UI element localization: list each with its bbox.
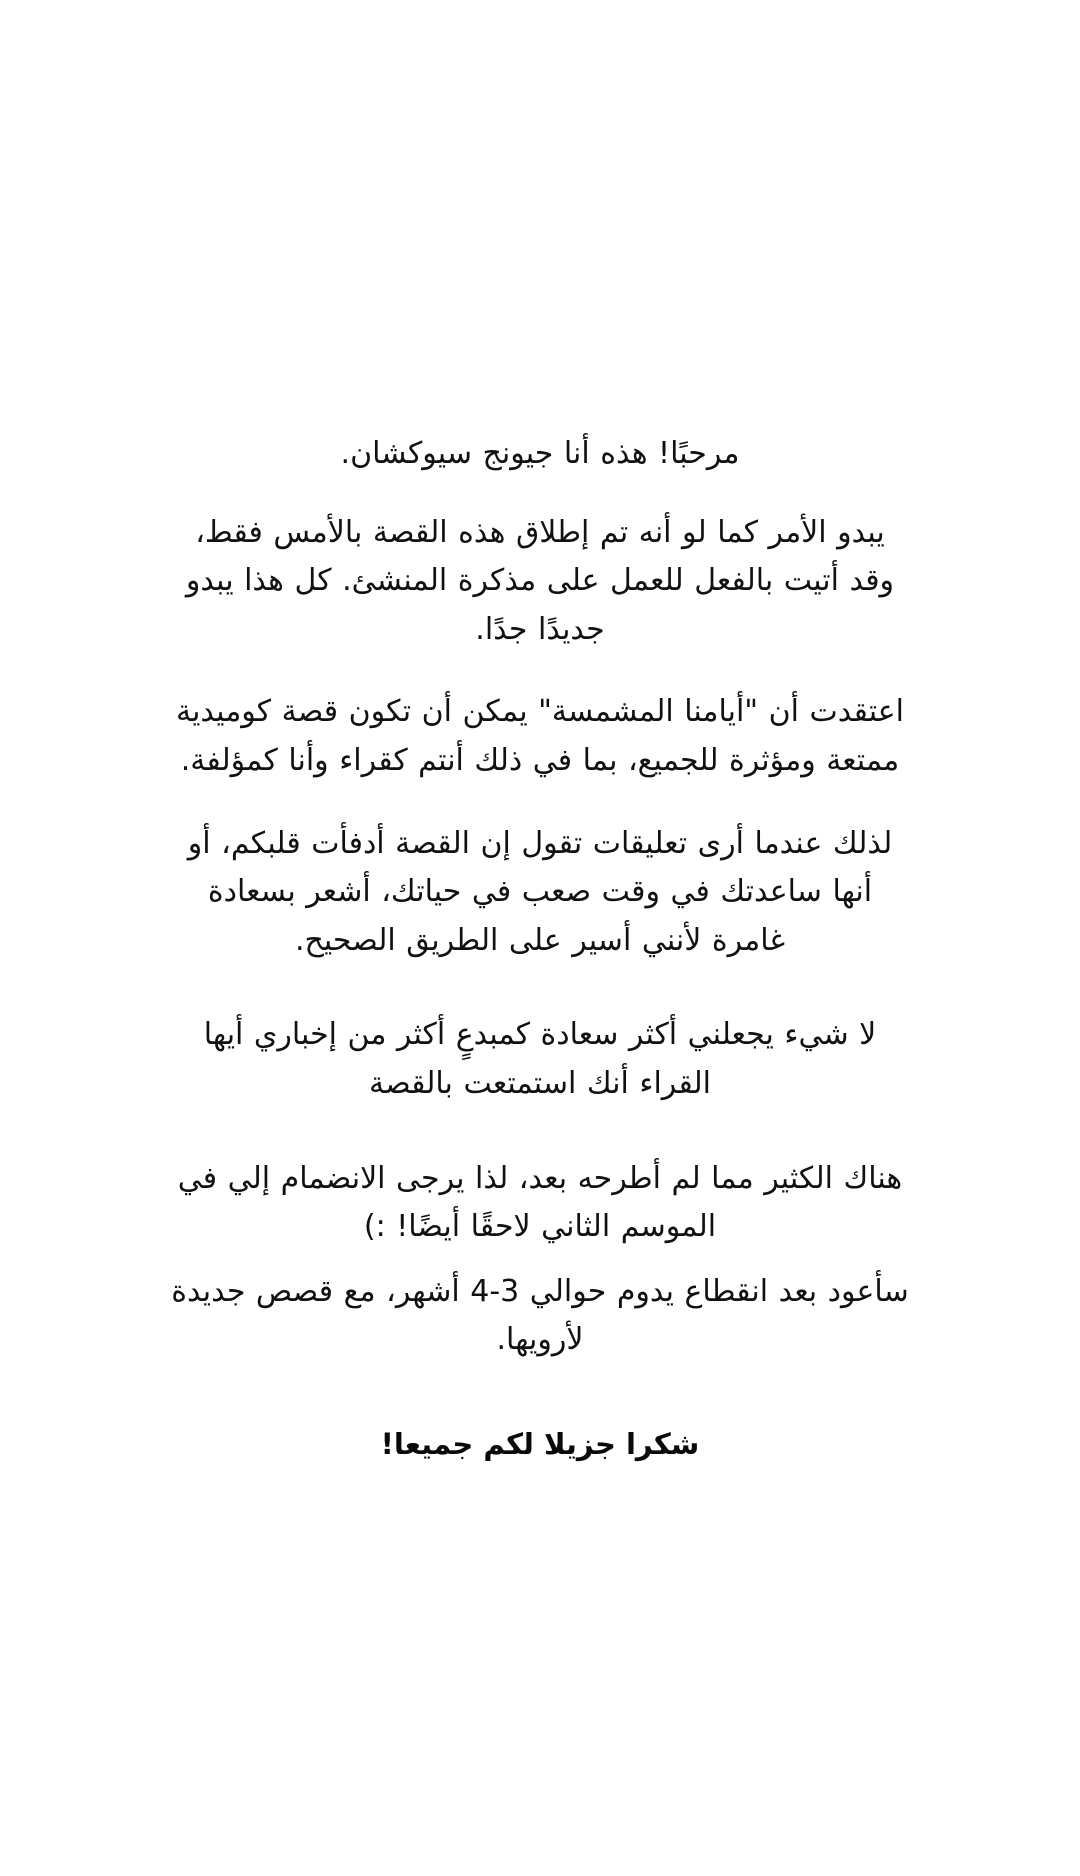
paragraph-6: سأعود بعد انقطاع يدوم حوالي 3-4 أشهر، مع قصص جديدة لأرويها. <box>171 1273 909 1358</box>
paragraph-1: يبدو الأمر كما لو أنه تم إطلاق هذه القصة بالأمس فقط، وقد أتيت بالفعل للعمل على مذكرة المنشئ. كل هذا يبدو جديدًا جدًا. <box>185 514 895 647</box>
paragraph-2: اعتقدت أن "أيامنا المشمسة" يمكن أن تكون قصة كوميدية ممتعة ومؤثرة للجميع، بما في ذلك أنتم كقراء وأنا كمؤلفة. <box>176 694 904 778</box>
note-body <box>0 430 1080 1490</box>
closing-thanks: شكرا جزيلا لكم جميعا! <box>380 1426 700 1461</box>
paragraph-3: لذلك عندما أرى تعليقات تقول إن القصة أدفأت قلبكم، أو أنها ساعدتك في وقت صعب في حياتك، أشعر بسعادة غامرة لأنني أسير على الطريق الصحيح. <box>187 825 893 958</box>
paragraph-greeting: مرحبًا! هذه أنا جيونج سيوكشان. <box>340 436 740 471</box>
paragraph-5: هناك الكثير مما لم أطرحه بعد، لذا يرجى الانضمام إلي في الموسم الثاني لاحقًا أيضًا! :) <box>177 1160 903 1245</box>
paragraph-4: لا شيء يجعلني أكثر سعادة كمبدعٍ أكثر من إخباري أيها القراء أنك استمتعت بالقصة <box>203 1017 877 1101</box>
